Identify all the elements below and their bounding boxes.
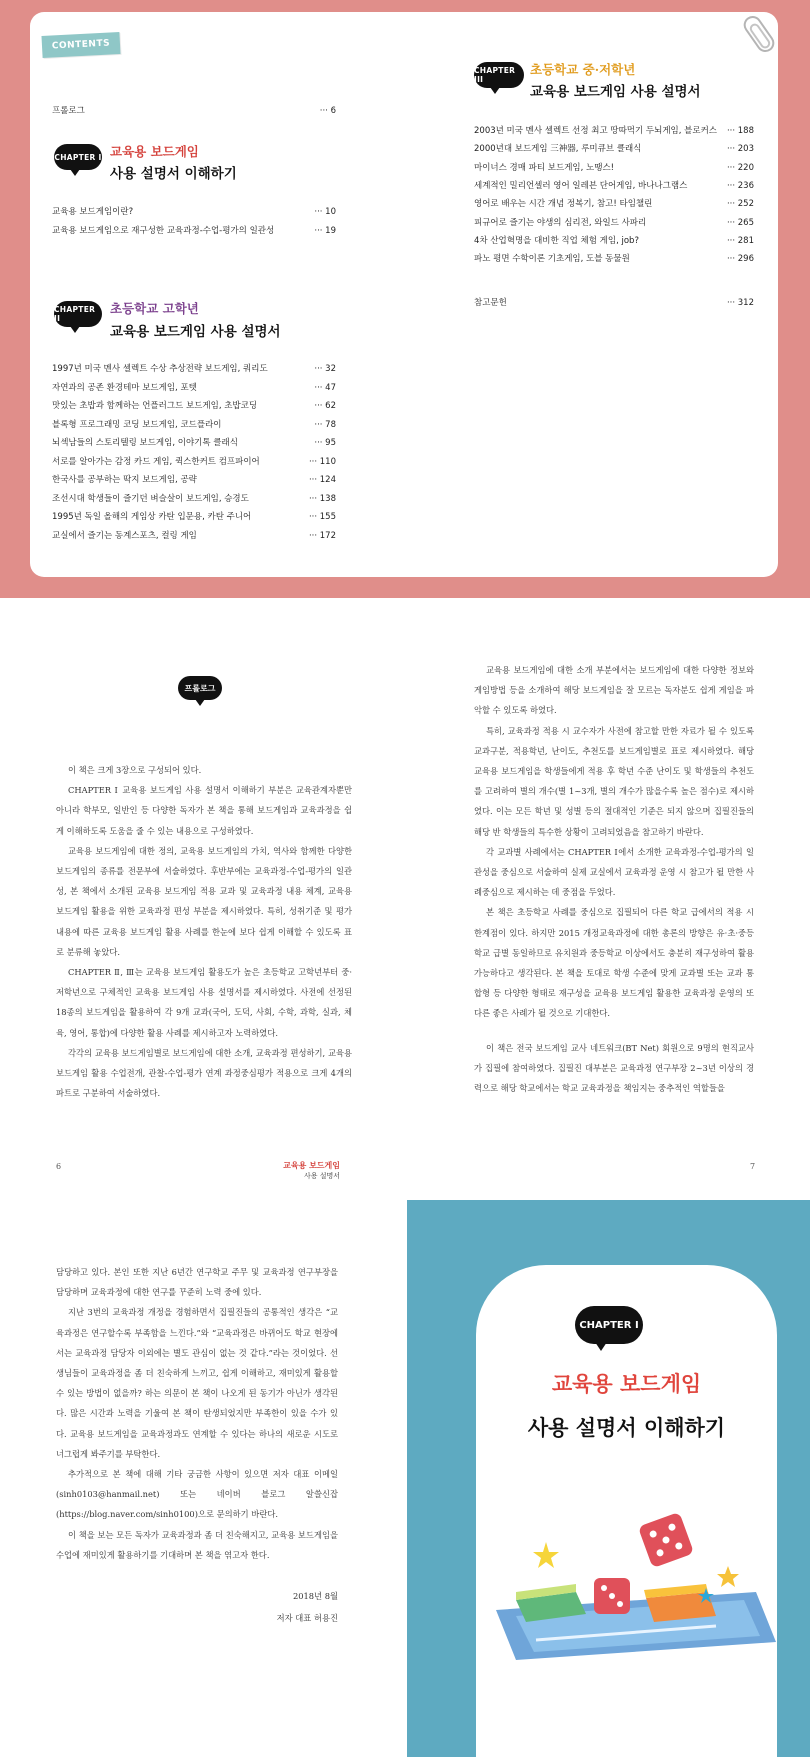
- toc-item-row[interactable]: [52, 224, 336, 236]
- toc-item-row[interactable]: [52, 455, 336, 467]
- toc-prologue-row[interactable]: [52, 104, 336, 116]
- toc-item-title: 한국사를 공부하는 딱지 보드게임, 공략: [52, 475, 197, 485]
- chapter1-subtitle: 교육용 보드게임: [110, 144, 199, 159]
- toc-item-row[interactable]: [52, 436, 336, 448]
- toc-item-page: ··· 155: [308, 512, 336, 522]
- toc-item-page: ··· 252: [726, 199, 754, 210]
- cover-title: 사용 설명서 이해하기: [527, 1416, 726, 1440]
- toc-item-title: 뇌섹남들의 스토리텔링 보드게임, 이야기톡 클래식: [52, 438, 238, 448]
- toc-item-title: 1997년 미국 멘사 셀렉트 수상 추상전략 보드게임, 쿼리도: [52, 364, 268, 374]
- board-game-illustration: [476, 1500, 777, 1660]
- chapter3-title: 교육용 보드게임 사용 설명서: [530, 84, 701, 100]
- chapter1-badge: CHAPTER I: [54, 144, 102, 170]
- right-page-text: [474, 660, 754, 1098]
- toc-item-page: ··· 265: [726, 217, 754, 228]
- right-page-number: 7: [750, 1162, 756, 1171]
- toc-item-page: ··· 62: [314, 401, 336, 411]
- paragraph: 담당하고 있다. 본인 또한 지난 6년간 연구학교 주무 및 교육과정 연구부장을 담당하며 교육과정에 대한 연구를 꾸준히 노력 중에 있다.: [56, 1267, 338, 1298]
- toc-item-row[interactable]: [52, 381, 336, 393]
- toc-item-row[interactable]: [474, 252, 754, 264]
- chapter1-title: 사용 설명서 이해하기: [110, 166, 237, 182]
- toc-item-page: ··· 95: [314, 438, 336, 448]
- toc-item-title: 마이너스 경매 파티 보드게임, 노땡스!: [474, 162, 615, 173]
- toc-item-row[interactable]: [474, 161, 754, 173]
- toc-item-title: 2000년대 보드게임 三神器, 루미큐브 클래식: [474, 144, 642, 155]
- toc-item-row[interactable]: [474, 179, 754, 191]
- toc-item-page: ··· 110: [308, 456, 336, 467]
- toc-item-row[interactable]: [52, 510, 336, 522]
- toc-item-page: ··· 220: [726, 162, 754, 173]
- toc-item-page: ··· 172: [308, 530, 336, 541]
- toc-item-title: 블록형 프로그래밍 코딩 보드게임, 코드플라이: [52, 419, 222, 430]
- toc-item-page: ··· 138: [308, 493, 336, 504]
- toc-item-page: ··· 188: [726, 126, 754, 136]
- toc-item-title: 파노 평면 수학이론 기초게임, 도블 동물원: [474, 254, 630, 265]
- paragraph: CHAPTER Ⅱ, Ⅲ는 교육용 보드게임 활용도가 높은 초등학교 고학년부터 중·저학년으로 구체적인 교육용 보드게임 사용 설명서를 제시하였다. 사전에 선정된 18종의 보드게임을 활용하여 각 9개 교과(국어, 도덕, 사회, 수학, 과학, 실과, 체육, 영어, 통합)에 다양한 활용 사례를 제시하고자 노력하였다.: [56, 967, 352, 1038]
- toc-item-title: 영어로 배우는 시간 개념 정복기, 참고! 타임챌린: [474, 199, 653, 210]
- cover-subtitle: 교육용 보드게임: [551, 1371, 702, 1396]
- toc-item-row[interactable]: [52, 205, 336, 217]
- toc-item-row[interactable]: [52, 399, 336, 411]
- toc-item-page: ··· 281: [726, 235, 754, 246]
- toc-item-row[interactable]: [474, 124, 754, 136]
- toc-item-page: ··· 312: [726, 298, 754, 308]
- dice-large-icon: [638, 1512, 694, 1568]
- paragraph: CHAPTER Ⅰ 교육용 보드게임 사용 설명서 이해하기 부분은 교육관계자뿐만 아니라 학부모, 일반인 등 다양한 독자가 본 책을 통해 보드게임과 교육과정을 쉽게 이해하도록 도움을 줄 수 있는 내용으로 구성하였다.: [56, 785, 352, 836]
- paragraph: 각 교과별 사례에서는 CHAPTER Ⅰ에서 소개한 교육과정-수업-평가의 일관성을 중심으로 서술하여 실제 교실에서 교육과정 운영 시 참고가 될 만한 사례중심으로 제시하는 데 중점을 두었다.: [474, 846, 754, 898]
- paragraph: 각각의 교육용 보드게임별로 보드게임에 대한 소개, 교육과정 편성하기, 교육용 보드게임 활용 수업전개, 관찰-수업-평가 연계 과정중심평가 적용으로 크게 4개의 파트로 구분하여 서술하였다.: [56, 1047, 352, 1099]
- chapter2-badge: CHAPTER II: [54, 301, 102, 327]
- chapter2-title: 교육용 보드게임 사용 설명서: [110, 324, 281, 340]
- toc-item-title: 2003년 미국 멘사 셀렉트 선정 최고 땅따먹기 두뇌게임, 블로커스: [474, 126, 718, 136]
- toc-item-page: ··· 10: [314, 207, 336, 217]
- running-title: [280, 1160, 340, 1181]
- toc-item-title: 교육용 보드게임이란?: [52, 207, 134, 217]
- toc-item-page: ··· 6: [319, 106, 336, 116]
- contents-tab: CONTENTS: [41, 32, 120, 58]
- paragraph: 이 책은 전국 보드게임 교사 네트워크(BT Net) 회원으로 9명의 현직교사가 집필에 참여하였다. 집필진 대부분은 교육과정 연구부장 2~3년 이상의 경력으로 해당 학교에서는 학교 교육과정을 책임지는 중추적인 역할들을: [474, 1042, 754, 1094]
- toc-item-row[interactable]: [52, 529, 336, 541]
- toc-item-row[interactable]: [474, 197, 754, 209]
- toc-item-page: ··· 296: [726, 254, 754, 265]
- signature-date: 2018년 8월: [292, 1591, 338, 1601]
- paragraph: 이 책을 보는 모든 독자가 교육과정과 좀 더 친숙해지고, 교육용 보드게임을 수업에 재미있게 활용하기를 기대하며 본 책을 엮고자 한다.: [56, 1529, 338, 1560]
- toc-item-row[interactable]: [474, 142, 754, 154]
- toc-item-title: 자연과의 공존 환경테마 보드게임, 포텟: [52, 382, 197, 393]
- running-title-main: 교육용 보드게임: [283, 1160, 340, 1170]
- toc-item-title: 1995년 독일 올해의 게임상 카탄 입문용, 카탄 주니어: [52, 512, 252, 522]
- toc-item-title: 교육용 보드게임으로 재구성한 교육과정-수업-평가의 일관성: [52, 226, 275, 236]
- toc-item-row[interactable]: [52, 492, 336, 504]
- left-page-number: 6: [56, 1162, 62, 1171]
- toc-item-title: 맛있는 초밥과 함께하는 언플러그드 보드게임, 초밥코딩: [52, 401, 258, 411]
- toc-item-page: ··· 78: [314, 419, 336, 430]
- running-title-sub: 사용 설명서: [303, 1172, 340, 1180]
- toc-item-row[interactable]: [474, 216, 754, 228]
- toc-references-row[interactable]: [474, 296, 754, 308]
- paragraph: 교육용 보드게임에 대한 정의, 교육용 보드게임의 가치, 역사와 함께한 다양한 보드게임의 종류를 전문부에 서술하였다. 후반부에는 교육과정-수업-평가의 일관성, 본 책에서 소개된 교육용 보드게임 적용 교과 및 교육과정 내용 체계, 교육용 보드게임 활용을 위한 교육과정 편성 부분을 제시하였다. 특히, 성취기준 및 평가내용에 따른 교육용 보드게임 활용 사례를 한눈에 보다 쉽게 이해할 수 있도록 표로 분류해 놓았다.: [56, 845, 352, 957]
- toc-item-title: 서로를 알아가는 감정 카드 게임, 퀵스한커트 컴프파이어: [52, 456, 260, 467]
- star-icon: [533, 1542, 559, 1568]
- toc-item-title: 조선시대 학생들이 즐기던 벼슬살이 보드게임, 승경도: [52, 493, 249, 504]
- toc-item-page: ··· 32: [314, 364, 336, 374]
- signature-author: 저자 대표 허용진: [276, 1613, 338, 1623]
- toc-item-row[interactable]: [474, 234, 754, 246]
- toc-item-page: ··· 236: [726, 180, 754, 191]
- toc-item-page: ··· 124: [308, 475, 336, 485]
- toc-item-title: 피규어로 즐기는 야생의 심리전, 와일드 사파리: [474, 217, 647, 228]
- toc-item-title: 참고문헌: [474, 298, 507, 308]
- toc-item-page: ··· 203: [726, 144, 754, 155]
- toc-item-title: 세계적인 밀리언셀러 영어 일레븐 단어게임, 바나나그램스: [474, 180, 688, 191]
- paragraph: 특히, 교육과정 적용 시 교수자가 사전에 참고할 만한 자료가 될 수 있도록 교과구분, 적용학년, 난이도, 추천도를 보드게임별로 표로 제시하였다. 해당 교육용 보드게임을 학생들에게 적용 후 학년 수준 난이도 및 학생들의 추천도를 고려하여 별의 개수(별 1~3개, 별의 개수가 많을수록 높은 점수)로 제시하였다. 이는 모든 학년 및 성별 등의 절대적인 기준은 되지 않으며 집필진들의 해당 반 학생들의 특수한 상황이 고려되었음을 참고하기 바란다.: [474, 725, 754, 837]
- cover-chapter-badge: CHAPTER I: [575, 1306, 643, 1344]
- toc-item-title: 교실에서 즐기는 동계스포츠, 컬링 게임: [52, 530, 197, 541]
- paragraph: 추가적으로 본 책에 대해 기타 궁금한 사항이 있으면 저자 대표 이메일(sinh0103@hanmail.net) 또는 네이버 블로그 알쓸신잡(https://blog.naver.com/sinh0100)으로 문의하기 바란다.: [56, 1469, 338, 1520]
- star-icon: [717, 1566, 739, 1587]
- left-page-text: [56, 760, 352, 1103]
- toc-item-page: ··· 47: [314, 382, 336, 393]
- toc-item-row[interactable]: [52, 362, 336, 374]
- paragraph: 본 책은 초등학교 사례를 중심으로 집필되어 다른 학교 급에서의 적용 시 한계점이 있다. 하지만 2015 개정교육과정에 대한 총론의 방향은 유·초·중등학교 급별 동일하므로 유치원과 중등학교 이상에서도 충분히 재구성하여 활용 가능하다고 생각된다. 본 책을 토대로 학생 수준에 맞게 교과별 또는 교과 통합형 등 다양한 형태로 재구성을 교육용 보드게임 활용한 교육과정 운영의 또 다른 좋은 사례가 될 것으로 기대한다.: [474, 907, 754, 1019]
- chapter3-badge: CHAPTER III: [474, 62, 524, 88]
- chapter3-subtitle: 초등학교 중·저학년: [530, 62, 636, 77]
- toc-item-row[interactable]: [52, 418, 336, 430]
- paragraph: 지난 3번의 교육과정 개정을 경험하면서 집필진들의 공통적인 생각은 “교육과정은 연구할수록 부족함을 느낀다.”와 “교육과정은 바뀌어도 학교 현장에서는 교육과정 담당자 이외에는 별도 관심이 없는 것 같다.”라는 것이었다. 선생님들이 교육과정을 좀 더 친숙하게 느끼고, 쉽게 이해하고, 재미있게 활용할 수 있는 방법이 없을까? 하는 의문이 본 책이 나오게 된 동기가 아닌가 생각된다. 많은 시간과 노력을 기울여 본 책이 탄생되었지만 부족한이 있을 수가 있다. 교육용 보드게임을 교육과정과도 연계할 수 있다는 하나의 새로운 시도로 너그럽게 봐주기를 부탁한다.: [56, 1307, 338, 1459]
- toc-item-title: 4차 산업혁명을 대비한 직업 체험 게임, job?: [474, 235, 639, 246]
- toc-item-row[interactable]: [52, 473, 336, 485]
- page8-text: [56, 1262, 338, 1565]
- paragraph: 교육용 보드게임에 대한 소개 부분에서는 보드게임에 대한 다양한 정보와 게임방법 등을 소개하여 해당 보드게임을 잘 모르는 독자분도 쉽게 게임을 파악할 수 있도록 하였다.: [474, 665, 754, 716]
- toc-item-title: 프롤로그: [52, 106, 85, 116]
- toc-item-page: ··· 19: [314, 226, 336, 236]
- prologue-badge: 프롤로그: [178, 676, 222, 700]
- chapter2-subtitle: 초등학교 고학년: [110, 301, 199, 316]
- paragraph: 이 책은 크게 3장으로 구성되어 있다.: [68, 765, 202, 775]
